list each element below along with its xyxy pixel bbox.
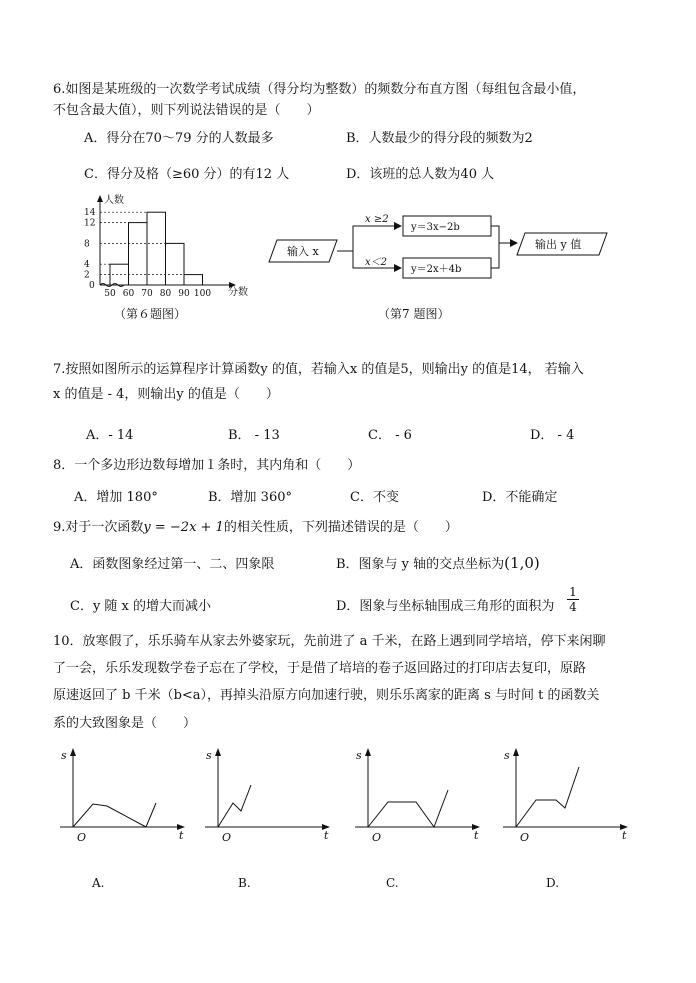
graph-b-origin: O [222, 831, 232, 844]
flow-cond-bottom: x＜2 [365, 257, 388, 268]
q9-option-d-text: D．图象与坐标轴围成三角形的面积为 [336, 599, 555, 614]
q8-option-b: B．增加 360° [208, 490, 292, 505]
q6-histogram [80, 193, 260, 303]
q9-stem-pre: 9.对于一次函数 [53, 520, 144, 535]
graph-d-origin: O [520, 831, 530, 844]
histogram-y-arrow [97, 195, 103, 202]
q9-fraction-denominator: 4 [569, 600, 577, 614]
histogram-ytick: 8 [84, 239, 90, 250]
graph-a-s-arrow [70, 748, 76, 756]
q9-option-b-math: (1,0) [504, 554, 540, 572]
histogram-xtick: 60 [122, 289, 135, 299]
histogram-bar-90-100 [184, 275, 203, 285]
histogram-xtick: 100 [193, 289, 212, 299]
graph-d-s-arrow [513, 748, 519, 756]
graph-a-t-label: t [179, 829, 184, 842]
q9-option-a: A．函数图象经过第一、二、四象限 [70, 557, 275, 572]
q8-option-a: A．增加 180° [74, 490, 158, 505]
graph-c-t-label: t [474, 829, 479, 842]
histogram-ytick: 4 [84, 260, 90, 271]
graph-b-curve [218, 785, 251, 827]
graph-a-origin: O [77, 831, 87, 844]
q9-fraction-numerator: 1 [569, 585, 577, 599]
flow-input-label: 输入 x [287, 245, 319, 258]
q6-figure-caption: （第６题图） [114, 307, 187, 321]
histogram-bar-60-70 [129, 223, 148, 285]
q7-option-d: D． - 4 [530, 428, 575, 443]
q9-option-b [336, 553, 540, 572]
q9-formula: y = −2x + 1 [143, 520, 224, 535]
flow-merge [491, 226, 499, 268]
graph-d-t-label: t [622, 829, 627, 842]
q7-flowchart [265, 205, 615, 295]
q6-option-b: B．人数最少的得分段的频数为2 [346, 131, 533, 146]
q9-option-d [336, 595, 554, 614]
graph-d-s-label: s [504, 749, 510, 762]
flow-branch-top [353, 226, 401, 251]
histogram-xtick: 70 [141, 289, 153, 299]
histogram-xlabel: 分数 [228, 287, 248, 298]
q6-stem-line1: 6.如图是某班级的一次数学考试成绩（得分均为整数）的频数分布直方图（每组包含最小值， [53, 82, 586, 97]
graph-a-s-label: s [61, 749, 67, 762]
histogram-ytick: 2 [84, 270, 90, 281]
q7-option-c: C． - 6 [368, 428, 412, 443]
graph-a-curve [73, 803, 156, 827]
graph-d-curve [516, 767, 579, 827]
q10-label-d: D. [546, 876, 560, 890]
graph-b-t-label: t [324, 829, 329, 842]
histogram-origin: 0 [89, 281, 95, 291]
q8-stem: 8．一个多边形边数每增加１条时，其内角和（ ） [53, 458, 361, 473]
flow-cond-top: x ≥2 [365, 214, 389, 225]
q6-stem-line2: 不包含最大值），则下列说法错误的是（ ） [53, 103, 320, 118]
flow-formula-top: y＝3x−2b [411, 222, 460, 233]
q7-stem-line2: x 的值是 - 4，则输出y 的值是（ ） [53, 387, 279, 402]
graph-c-s-arrow [365, 748, 371, 756]
q7-option-b: B． - 13 [228, 428, 280, 443]
q9-stem-post: 的相关性质，下列描述错误的是（ ） [223, 520, 458, 535]
q9-option-c: C．y 随 x 的增大而减小 [70, 599, 212, 614]
graph-c-origin: O [372, 831, 382, 844]
graph-c-curve [368, 790, 448, 827]
flow-output-label: 输出 y 值 [535, 238, 582, 251]
q7-stem-line1: 7.按照如图所示的运算程序计算函数y 的值，若输入x 的值是5，则输出y 的值是14， 若输入 [53, 362, 584, 377]
histogram-xtick: 80 [159, 289, 172, 299]
graph-b-s-label: s [206, 749, 212, 762]
q10-graph-c [350, 745, 490, 845]
q10-stem-line3: 原速返回了 b 千米（b<a），再掉头沿原方向加速行驶，则乐乐离家的距离 s 与时间 t 的函数关 [53, 688, 600, 703]
q10-label-a: A. [92, 876, 105, 890]
histogram-ytick: 14 [84, 208, 96, 219]
histogram-bar-70-80 [147, 212, 166, 285]
q10-graph-d [498, 745, 638, 845]
q10-stem-line2: 了一会，乐乐发现数学卷子忘在了学校，于是借了培培的卷子返回路过的打印店去复印，原路 [53, 661, 587, 676]
q10-label-c: C. [386, 876, 399, 890]
graph-c-s-label: s [356, 749, 362, 762]
histogram-ylabel: 人数 [104, 195, 124, 206]
histogram-bar-80-90 [166, 243, 185, 285]
q7-figure-caption: （第7 题图） [378, 307, 450, 321]
q6-option-d: D．该班的总人数为40 人 [346, 167, 495, 182]
q10-stem-line4: 系的大致图象是（ ） [53, 716, 197, 731]
q7-option-a: A．- 14 [86, 428, 134, 443]
q10-stem-line1: 10．放寒假了，乐乐骑车从家去外婆家玩，先前进了 a 千米，在路上遇到同学培培，停下来闲聊 [53, 634, 606, 649]
q9-stem [53, 516, 458, 535]
q10-label-b: B. [238, 876, 251, 890]
histogram-ytick: 12 [84, 218, 96, 229]
q9-option-b-text: B．图象与 y 轴的交点坐标为 [336, 557, 505, 572]
q8-option-d: D．不能确定 [482, 490, 558, 505]
q10-graph-a [55, 745, 195, 845]
q8-option-c: C．不变 [350, 490, 399, 505]
histogram-xtick: 90 [178, 289, 190, 299]
q10-graph-b [200, 745, 340, 845]
q6-option-a: A．得分在70～79 分的人数最多 [84, 131, 274, 146]
graph-b-s-arrow [215, 748, 221, 756]
histogram-xtick: 50 [104, 289, 116, 299]
flow-formula-bottom: y＝2x＋4b [411, 264, 462, 275]
q9-fraction [567, 585, 579, 614]
q6-option-c: C．得分及格（≥60 分）的有12 人 [84, 167, 290, 182]
